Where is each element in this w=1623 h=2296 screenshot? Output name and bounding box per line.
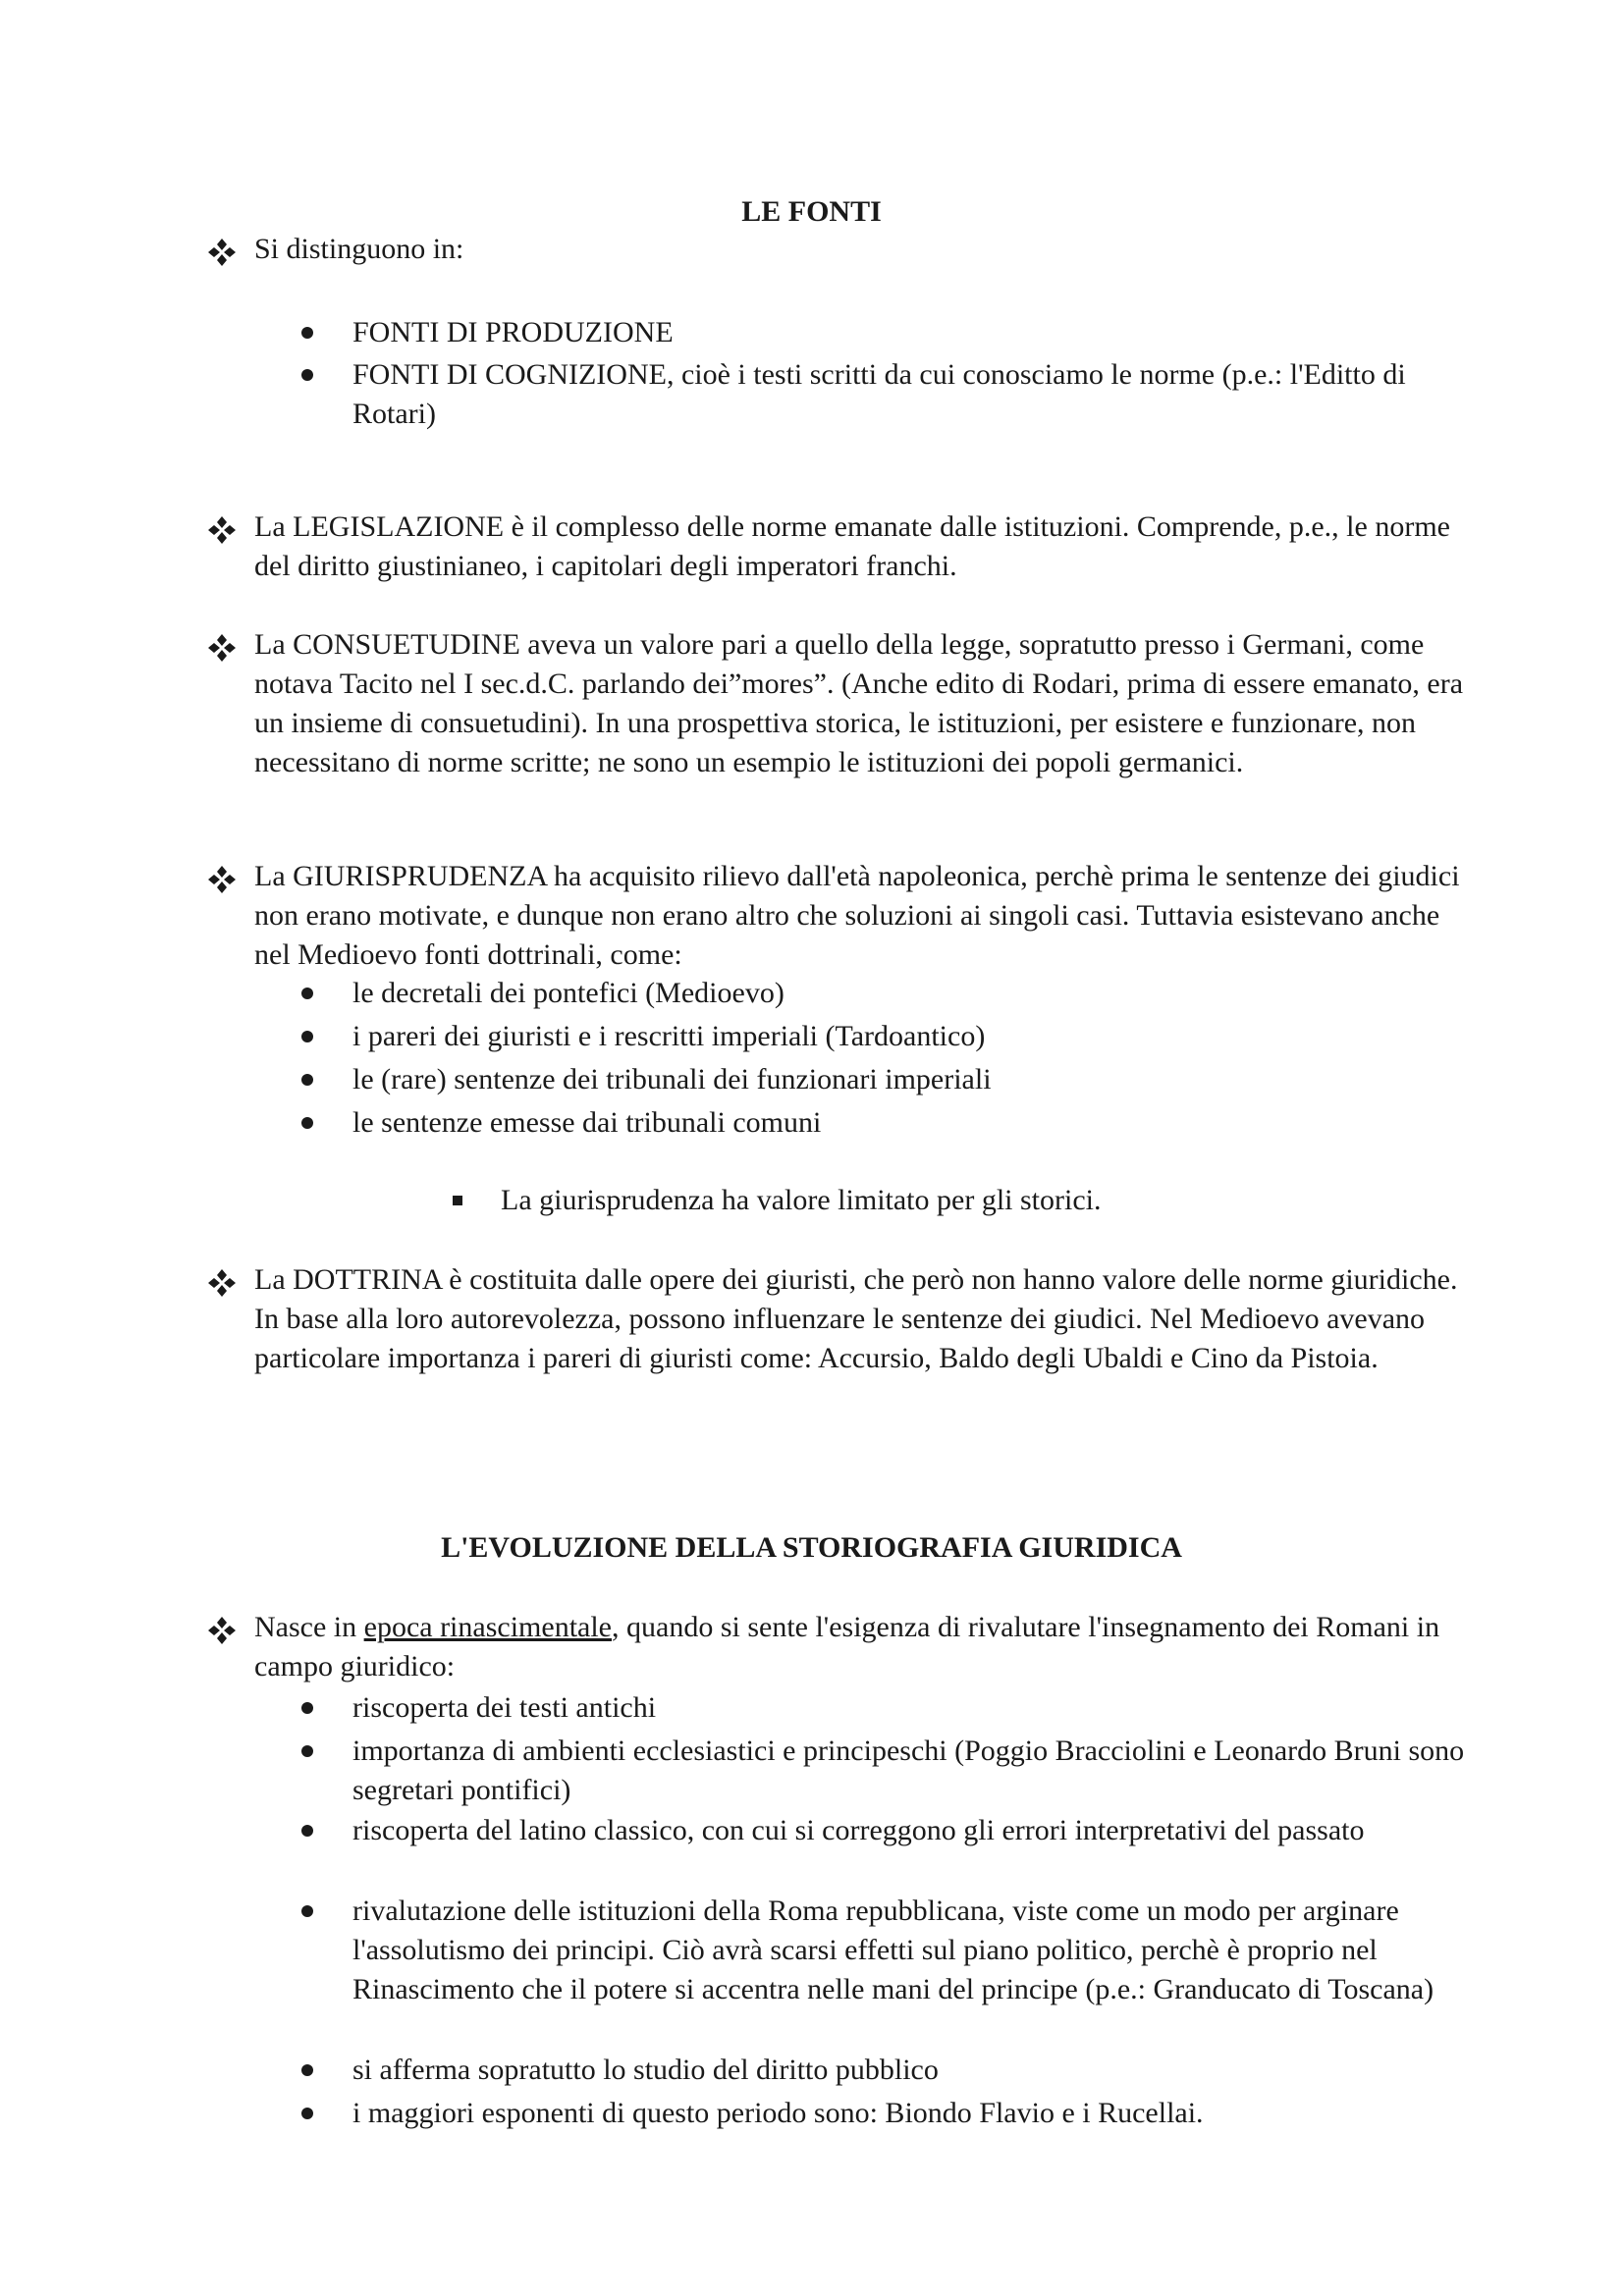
intro-paragraph: Si distinguono in:	[254, 233, 464, 265]
bullet-dot-icon	[301, 2108, 313, 2119]
diamond-bullet-icon	[202, 510, 242, 550]
bullet-dot-icon	[301, 2064, 313, 2076]
list-item: importanza di ambienti ecclesiastici e principeschi (Poggio Bracciolini e Leonardo Bruni sono segretari pontifici)	[352, 1735, 1465, 1806]
list-item: le (rare) sentenze dei tribunali dei funzionari imperiali	[352, 1063, 992, 1095]
bullet-dot-icon	[301, 988, 313, 999]
bullet-dot-icon	[301, 327, 313, 339]
list-item: i pareri dei giuristi e i rescritti imperiali (Tardoantico)	[352, 1020, 986, 1052]
bullet-dot-icon	[301, 369, 313, 381]
bullet-dot-icon	[301, 1702, 313, 1714]
giurisprudenza-note: La giurisprudenza ha valore limitato per gli storici.	[501, 1184, 1102, 1216]
bullet-dot-icon	[301, 1117, 313, 1129]
list-item: si afferma sopratutto lo studio del diritto pubblico	[352, 2054, 939, 2086]
bullet-dot-icon	[301, 1074, 313, 1086]
giurisprudenza-paragraph: La GIURISPRUDENZA ha acquisito rilievo dall'età napoleonica, perchè prima le sentenze dei giudici non erano motivate, e dunque non erano altro che soluzioni ai singoli casi. Tuttavia esistevano anche nel Medioevo fonti dottrinali, come:	[254, 860, 1460, 971]
diamond-bullet-icon	[202, 233, 242, 272]
list-item: rivalutazione delle istituzioni della Roma repubblicana, viste come un modo per arginare l'assolutismo dei principi. Ciò avrà scarsi effetti sul piano politico, perchè è proprio nel Rinascimento che il potere si accentra nelle mani del principe (p.e.: Granducato di Toscana)	[352, 1895, 1434, 2005]
legislazione-paragraph: La LEGISLAZIONE è il complesso delle norme emanate dalle istituzioni. Comprende, p.e., le norme del diritto giustinianeo, i capitolari degli imperatori franchi.	[254, 510, 1450, 582]
dottrina-paragraph: La DOTTRINA è costituita dalle opere dei giuristi, che però non hanno valore delle norme giuridiche. In base alla loro autorevolezza, possono influenzare le sentenze dei giudici. Nel Medioevo avevano particolare importanza i pareri di giuristi come: Accursio, Baldo degli Ubaldi e Cino da Pistoia.	[254, 1263, 1458, 1374]
list-item: le decretali dei pontefici (Medioevo)	[352, 977, 784, 1009]
bullet-dot-icon	[301, 1825, 313, 1837]
section-title-le-fonti: LE FONTI	[741, 195, 882, 228]
intro-text: Nasce in	[254, 1611, 364, 1643]
list-item: FONTI DI PRODUZIONE	[352, 316, 674, 348]
bullet-dot-icon	[301, 1745, 313, 1757]
list-item: riscoperta del latino classico, con cui si correggono gli errori interpretativi del passato	[352, 1814, 1365, 1846]
list-item: riscoperta dei testi antichi	[352, 1691, 657, 1724]
list-item: i maggiori esponenti di questo periodo sono: Biondo Flavio e i Rucellai.	[352, 2097, 1204, 2129]
section-title-evoluzione: L'EVOLUZIONE DELLA STORIOGRAFIA GIURIDICA	[441, 1531, 1182, 1564]
bullet-dot-icon	[301, 1031, 313, 1042]
consuetudine-paragraph: La CONSUETUDINE aveva un valore pari a quello della legge, sopratutto presso i Germani, come notava Tacito nel I sec.d.C. parlando dei”mores”. (Anche edito di Rodari, prima di essere emanato, era un insieme di consuetudini). In una prospettiva storica, le istituzioni, per esistere e funzionare, non necessitano di norme scritte; ne sono un esempio le istituzioni dei popoli germanici.	[254, 628, 1464, 778]
list-item: le sentenze emesse dai tribunali comuni	[352, 1106, 822, 1139]
bullet-dot-icon	[301, 1905, 313, 1917]
list-item: FONTI DI COGNIZIONE, cioè i testi scritti da cui conosciamo le norme (p.e.: l'Editto di Rotari)	[352, 358, 1406, 430]
diamond-bullet-icon	[202, 860, 242, 899]
intro-text: , quando si sente l'esigenza di rivalutare l'insegnamento dei Romani in campo giuridico:	[254, 1611, 1440, 1682]
underlined-phrase: epoca rinascimentale	[363, 1611, 612, 1643]
square-bullet-icon	[453, 1196, 462, 1205]
diamond-bullet-icon	[202, 1611, 242, 1650]
storiografia-intro-paragraph	[254, 1608, 1482, 1686]
diamond-bullet-icon	[202, 628, 242, 667]
diamond-bullet-icon	[202, 1263, 242, 1303]
